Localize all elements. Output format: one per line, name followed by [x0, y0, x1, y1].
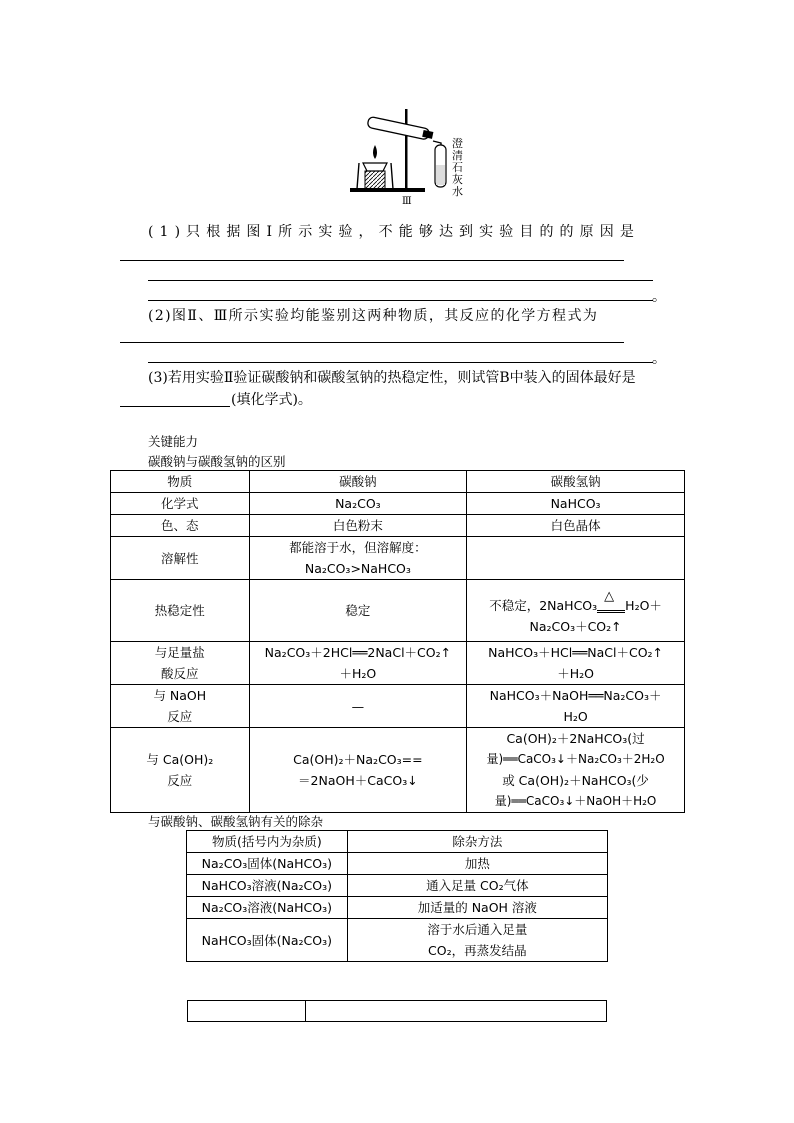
cell: —	[249, 685, 467, 728]
cell-line: Na₂CO₃＋2HCl══2NaCl＋CO₂↑	[264, 645, 452, 660]
cell: 白色晶体	[467, 515, 685, 537]
reagent-char: 石	[452, 161, 463, 174]
impurity-removal-table	[186, 830, 608, 962]
cell-line: 量)══CaCO₃↓＋Na₂CO₃＋2H₂O	[486, 752, 665, 766]
cell-line: 或 Ca(OH)₂＋NaHCO₃(少	[502, 773, 649, 788]
table-row	[111, 642, 685, 685]
comparison-table	[110, 470, 685, 813]
table-row	[111, 493, 685, 515]
table-row	[187, 897, 608, 919]
reagent-char: 灰	[452, 173, 463, 186]
question-3: (3)若用实验Ⅱ验证碳酸钠和碳酸氢钠的热稳定性，则试管B中装入的固体最好是	[148, 370, 636, 386]
cell	[467, 685, 685, 728]
cell	[467, 642, 685, 685]
label-line: 与 Ca(OH)₂	[146, 752, 214, 767]
section-heading: 关键能力	[148, 434, 199, 449]
figure-label: Ⅲ	[402, 196, 412, 207]
cell-text: H₂O＋	[625, 597, 662, 613]
label-line: 与 NaOH	[153, 688, 207, 703]
row-label	[111, 685, 250, 728]
answer-line[interactable]	[148, 362, 653, 363]
cell-line: ＝2NaOH＋CaCO₃↓	[298, 773, 418, 788]
label-line: 反应	[167, 709, 193, 724]
cell: Na₂CO₃固体(NaHCO₃)	[187, 853, 348, 875]
cell	[249, 642, 467, 685]
table-row	[187, 919, 608, 962]
reagent-label	[452, 138, 464, 198]
table-row	[111, 728, 685, 813]
reagent-char: 澄	[452, 137, 463, 150]
cell: 加热	[347, 853, 607, 875]
cell-line: NaHCO₃＋HCl══NaCl＋CO₂↑	[488, 645, 664, 660]
cell-line: 溶于水后通入足量	[427, 922, 528, 937]
reagent-char: 清	[452, 149, 463, 162]
table-row	[187, 853, 608, 875]
table-header: 物质(括号内为杂质)	[187, 831, 348, 853]
cell-line: ＋H₂O	[557, 666, 594, 681]
cell-line: ＋H₂O	[339, 666, 377, 681]
row-label	[111, 728, 250, 813]
cell-line: 都能溶于水，但溶解度：	[289, 540, 427, 555]
answer-line[interactable]	[148, 300, 653, 301]
cell-text: 不稳定，2NaHCO₃	[489, 597, 598, 613]
period: 。	[652, 351, 666, 367]
cell	[249, 728, 467, 813]
cell	[467, 728, 685, 813]
table-header-row	[111, 471, 685, 493]
section-heading: 与碳酸钠、碳酸氢钠有关的除杂	[148, 814, 324, 829]
row-label: 热稳定性	[111, 580, 250, 642]
label-line: 与足量盐	[154, 645, 205, 660]
cell: NaHCO₃	[467, 493, 685, 515]
table-header: 碳酸氢钠	[467, 471, 685, 493]
cell-line: Na₂CO₃>NaHCO₃	[304, 561, 411, 576]
period: 。	[652, 289, 666, 305]
cell	[249, 537, 467, 580]
empty-table	[187, 1000, 607, 1022]
table-row	[187, 875, 608, 897]
cell: Na₂CO₃	[249, 493, 467, 515]
question-2: (2)图Ⅱ、Ⅲ所示实验均能鉴别这两种物质，其反应的化学方程式为	[148, 308, 599, 324]
table-row	[111, 515, 685, 537]
question-1: (1)只根据图Ⅰ所示实验，不能够达到实验目的的原因是	[148, 224, 640, 240]
cell-line: Na₂CO₃＋CO₂↑	[529, 618, 622, 634]
question-3-tail: (填化学式)。	[231, 392, 312, 408]
row-label	[111, 642, 250, 685]
reagent-char: 水	[452, 185, 463, 198]
answer-line[interactable]	[148, 280, 653, 281]
row-label: 溶解性	[111, 537, 250, 580]
cell: 白色粉末	[249, 515, 467, 537]
table-row	[111, 685, 685, 728]
cell-line: CO₂，再蒸发结晶	[428, 943, 527, 958]
table-row	[111, 537, 685, 580]
answer-line[interactable]	[120, 342, 624, 343]
table-header: 除杂方法	[347, 831, 607, 853]
answer-line[interactable]	[120, 406, 230, 407]
cell: NaHCO₃固体(Na₂CO₃)	[187, 919, 348, 962]
table-row	[111, 580, 685, 642]
cell-line: H₂O	[563, 709, 588, 724]
table-header-row	[187, 831, 608, 853]
cell: NaHCO₃溶液(Na₂CO₃)	[187, 875, 348, 897]
cell	[188, 1001, 306, 1022]
table-header: 物质	[111, 471, 250, 493]
table-row	[188, 1001, 607, 1022]
cell-line	[471, 585, 680, 616]
cell: Na₂CO₃溶液(NaHCO₃)	[187, 897, 348, 919]
cell	[467, 580, 685, 642]
cell-line: 量)══CaCO₃↓＋NaOH＋H₂O	[494, 794, 657, 808]
label-line: 酸反应	[161, 666, 199, 681]
heat-symbol: △	[604, 588, 615, 604]
cell	[467, 537, 685, 580]
table-header: 碳酸钠	[249, 471, 467, 493]
cell	[305, 1001, 606, 1022]
cell-line: NaHCO₃＋NaOH══Na₂CO₃＋	[489, 688, 662, 703]
cell-line: Ca(OH)₂＋2NaHCO₃(过	[506, 731, 645, 746]
section-heading: 碳酸钠与碳酸氢钠的区别	[148, 454, 286, 469]
cell	[347, 919, 607, 962]
heat-arrow	[597, 588, 625, 613]
row-label: 色、态	[111, 515, 250, 537]
cell-line: Ca(OH)₂＋Na₂CO₃==	[293, 752, 423, 767]
row-label: 化学式	[111, 493, 250, 515]
cell: 稳定	[249, 580, 467, 642]
cell: 通入足量 CO₂气体	[347, 875, 607, 897]
answer-line[interactable]	[120, 260, 624, 261]
label-line: 反应	[167, 773, 193, 788]
cell: 加适量的 NaOH 溶液	[347, 897, 607, 919]
